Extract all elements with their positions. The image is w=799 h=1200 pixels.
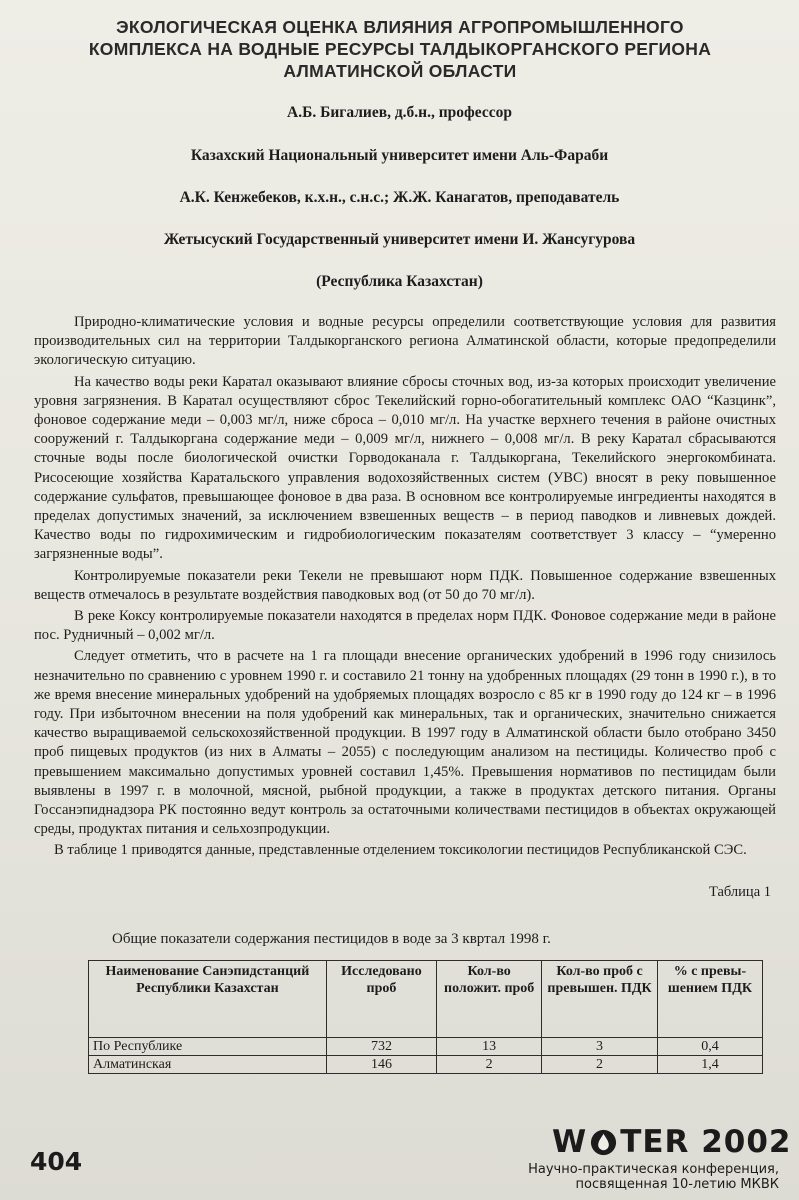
title-line-2: КОМПЛЕКСА НА ВОДНЫЕ РЕСУРСЫ ТАЛДЫКОРГАНСКОГО РЕГИОНА — [88, 39, 712, 59]
conference-caption — [528, 1162, 779, 1192]
table-cell: 0,4 — [657, 1038, 762, 1056]
table-cell: 13 — [437, 1038, 542, 1056]
paragraph: На качество воды реки Каратал оказывают влияние сбросы сточных вод, из-за которых происходит увеличение уровня загрязнения. В Каратал осуществляют сброс Текелийский горно-обогатительный комплекс ОАО “Казцинк”, фоновое содержание меди – 0,003 мг/л, ниже сброса – 0,010 мг/л. На участке верхнего течения в районе очистных сооружений г. Талдыкоргана содержание меди – 0,009 мг/л, нижнего – 0,008 мг/л. В реку Каратал сбрасываются сточные воды после биологической очистки Горводоканала г. Талдыкоргана, Текелийского энергокомбината. Рисосеющие хозяйства Каратальского управления водохозяйственных систем (УВС) вносят в реку повышенное содержание сульфатов, превышающее фоновое в два раза. В основном все контролируемые ингредиенты находятся в пределах допустимых значений, за исключением взвешенных веществ – в период паводков и ливневых дождей. Качество воды по гидрохимическим и гидробиологическим показателям соответствует 3 классу – “умеренно загрязненные воды”. — [34, 373, 776, 563]
column-header: Кол-во проб с превышен. ПДК — [542, 961, 658, 1038]
table-cell: 1,4 — [657, 1056, 762, 1074]
article-body — [34, 313, 776, 863]
column-header: Кол-во положит. проб — [437, 961, 542, 1038]
conference-line-2: посвященная 10-летию МКВК — [575, 1177, 779, 1192]
pesticide-table — [88, 960, 763, 1074]
country: (Республика Казахстан) — [316, 273, 483, 290]
conference-line-1: Научно-практическая конференция, — [528, 1162, 779, 1177]
paragraph: В реке Коксу контролируемые показатели находятся в пределах норм ПДК. Фоновое содержание меди в районе пос. Рудничный – 0,002 мг/л. — [34, 608, 776, 644]
table-row — [89, 1038, 763, 1056]
author-1: А.Б. Бигалиев, д.б.н., профессор — [287, 104, 512, 121]
table-row — [89, 1056, 763, 1074]
affiliation-2: Жетысуский Государственный университет имени И. Жансугурова — [163, 231, 636, 248]
article-title — [60, 16, 740, 82]
table-cell: По Республике — [89, 1038, 327, 1056]
table-cell: 3 — [542, 1038, 658, 1056]
paragraph: Контролируемые показатели реки Текели не превышают норм ПДК. Повышенное содержание взвешенных веществ отмечалось в результате воздействия паводковых вод (от 50 до 70 мг/л). — [34, 567, 776, 603]
table-cell: Алматинская — [89, 1056, 327, 1074]
table-cell: 2 — [542, 1056, 658, 1074]
column-header: Наименование Санэпидстанций Республики Казахстан — [89, 961, 327, 1038]
page-number: 404 — [30, 1147, 83, 1176]
affiliation-1: Казахский Национальный университет имени Аль-Фараби — [190, 147, 609, 164]
logo-text-left: W — [552, 1124, 588, 1160]
author-2: А.К. Кенжебеков, к.х.н., с.н.с.; Ж.Ж. Канагатов, преподаватель — [179, 189, 620, 206]
table-cell: 146 — [326, 1056, 436, 1074]
paragraph: Природно-климатические условия и водные ресурсы определили соответствующие условия для развития производительных сил на территории Талдыкорганского региона Алматинской области, которые предопределили экологическую ситуацию. — [34, 314, 776, 369]
table-cell: 732 — [326, 1038, 436, 1056]
table-cell: 2 — [437, 1056, 542, 1074]
water-drop-icon — [589, 1128, 618, 1157]
column-header: Исследовано проб — [326, 961, 436, 1038]
table-label: Таблица 1 — [708, 884, 771, 900]
table-caption: Общие показатели содержания пестицидов в воде за 3 квртал 1998 г. — [112, 931, 551, 947]
title-line-3: АЛМАТИНСКОЙ ОБЛАСТИ — [283, 61, 517, 81]
column-header: % с превы-шением ПДК — [657, 961, 762, 1038]
paragraph: Следует отметить, что в расчете на 1 га площади внесение органических удобрений в 1996 году снизилось незначительно по сравнению с уровнем 1990 г. и составило 21 тонну на удобренных площадях (29 тонн в 1990 г.), в то же время внесение минеральных удобрений на удобряемых площадях возросло с 85 кг в 1990 году до 124 кг – в 1996 году. При избыточном внесении на поля удобрений как минеральных, так и органических, значительно снижается качество выращиваемой сельскохозяйственной продукции. В 1997 году в Алматинской области было отобрано 3450 проб пищевых продуктов (из них в Алматы – 2055) с последующим анализом на пестициды. Количество проб с превышением максимально допустимых уровней составил 1,45%. Превышения нормативов по пестицидам были выявлены в 1997 г. в молочной, мясной, рыбной продукции, а также в продуктах детского питания. Органы Госсанэпиднадзора РК постоянно ведут контроль за остаточными количествами пестицидов в объектах окружающей среды, продуктах питания и сельхозпродукции. — [34, 648, 776, 838]
table-header-row — [89, 961, 763, 1038]
logo-text-right: TER 2002 — [620, 1124, 792, 1160]
paragraph: В таблице 1 приводятся данные, представленные отделением токсикологии пестицидов Республиканской СЭС. — [54, 842, 747, 859]
water-2002-logo — [552, 1124, 791, 1160]
title-line-1: ЭКОЛОГИЧЕСКАЯ ОЦЕНКА ВЛИЯНИЯ АГРОПРОМЫШЛЕННОГО — [116, 17, 684, 37]
